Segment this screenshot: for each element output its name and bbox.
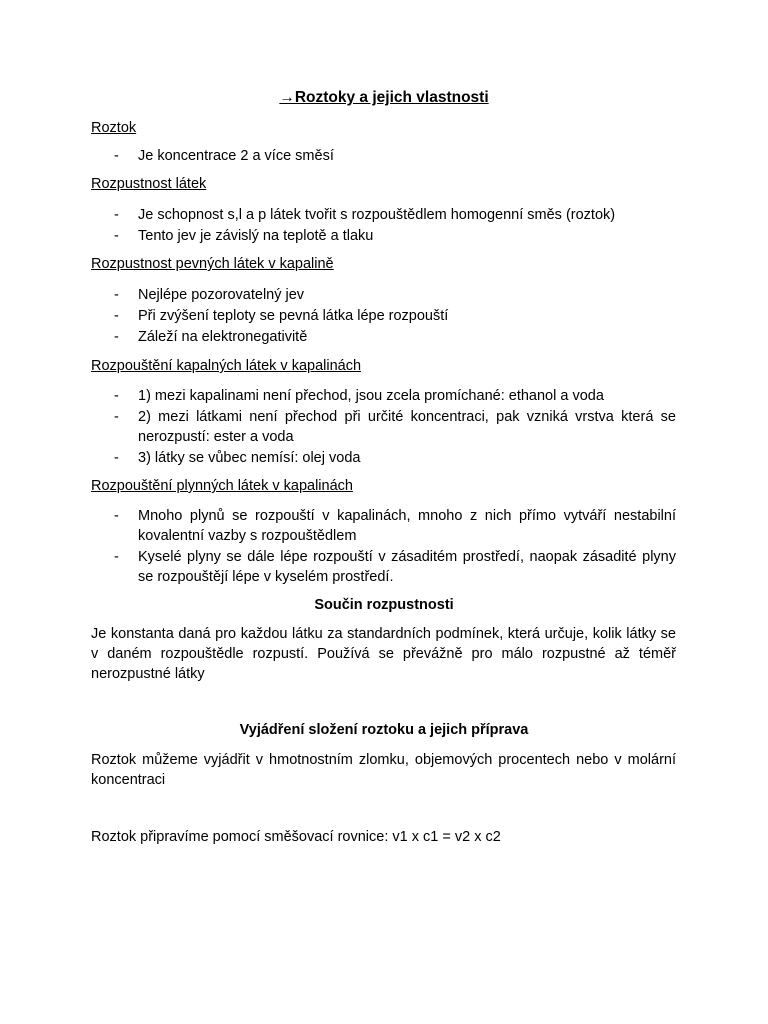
mixing-equation-paragraph: Roztok připravíme pomocí směšovací rovnice: v1 x c1 = v2 x c2 [91,829,501,845]
bullet-dash: - [114,228,119,244]
list-item: - Je schopnost s,l a p látek tvořit s rozpouštědlem homogenní směs (roztok) [114,207,616,223]
list-item: - Mnoho plynů se rozpouští v kapalinách, mnoho z nich přímo vytváří nestabilní kovalentní vazby s rozpouštědlem [114,508,676,544]
list-item: - Při zvýšení teploty se pevná látka lépe rozpouští [114,308,449,324]
bullet-dash: - [114,508,119,524]
list-item: - Tento jev je závislý na teplotě a tlaku [114,228,374,244]
page-title: →Roztoky a jejich vlastnosti [279,89,489,106]
bullet-dash: - [114,207,119,223]
bullet-dash: - [114,549,119,565]
list-item: - Nejlépe pozorovatelný jev [114,287,305,303]
bullet-dash: - [114,388,119,404]
composition-paragraph: Roztok můžeme vyjádřit v hmotnostním zlomku, objemových procentech nebo v molární koncentraci [91,752,676,788]
list-item: - Je koncentrace 2 a více směsí [114,148,334,164]
solubility-product-paragraph: Je konstanta daná pro každou látku za standardních podmínek, která určuje, kolik látky se v daném rozpouštědle rozpustí. Používá se převážně pro málo rozpustné až téměř nerozpustné látky [91,626,676,682]
bullet-dash: - [114,148,119,164]
bullet-list-plynne-latky [91,506,676,588]
bullet-dash: - [114,409,119,425]
bullet-dash: - [114,329,119,345]
bullet-dash: - [114,308,119,324]
composition-heading: Vyjádření složení roztoku a jejich příprava [239,722,529,738]
section-heading-rozpustnost: Rozpustnost látek [91,176,207,192]
section-heading-kapalne-latky: Rozpouštění kapalných látek v kapalinách [91,358,362,374]
bullet-dash: - [114,450,119,466]
bullet-list-pevne-latky [91,285,676,348]
bullet-list-rozpustnost [91,205,676,247]
bullet-list-roztok [91,146,676,167]
list-item: - 3) látky se vůbec nemísí: olej voda [114,450,361,466]
list-item: - Záleží na elektronegativitě [114,329,308,345]
bullet-list-kapalne-latky [91,386,676,469]
list-item: - 1) mezi kapalinami není přechod, jsou zcela promíchané: ethanol a voda [114,388,604,404]
section-heading-pevne-latky: Rozpustnost pevných látek v kapalině [91,256,334,272]
section-heading-plynne-latky: Rozpouštění plynných látek v kapalinách [91,478,353,494]
bullet-dash: - [114,287,119,303]
section-heading-roztok: Roztok [91,120,137,136]
solubility-product-heading: Součin rozpustnosti [314,597,454,613]
list-item: - Kyselé plyny se dále lépe rozpouští v zásaditém prostředí, naopak zásadité plyny se rozpouštějí lépe v kyselém prostředí. [114,549,676,585]
list-item: - 2) mezi látkami není přechod při určité koncentraci, pak vzniká vrstva která se nerozpustí: ester a voda [114,409,676,445]
